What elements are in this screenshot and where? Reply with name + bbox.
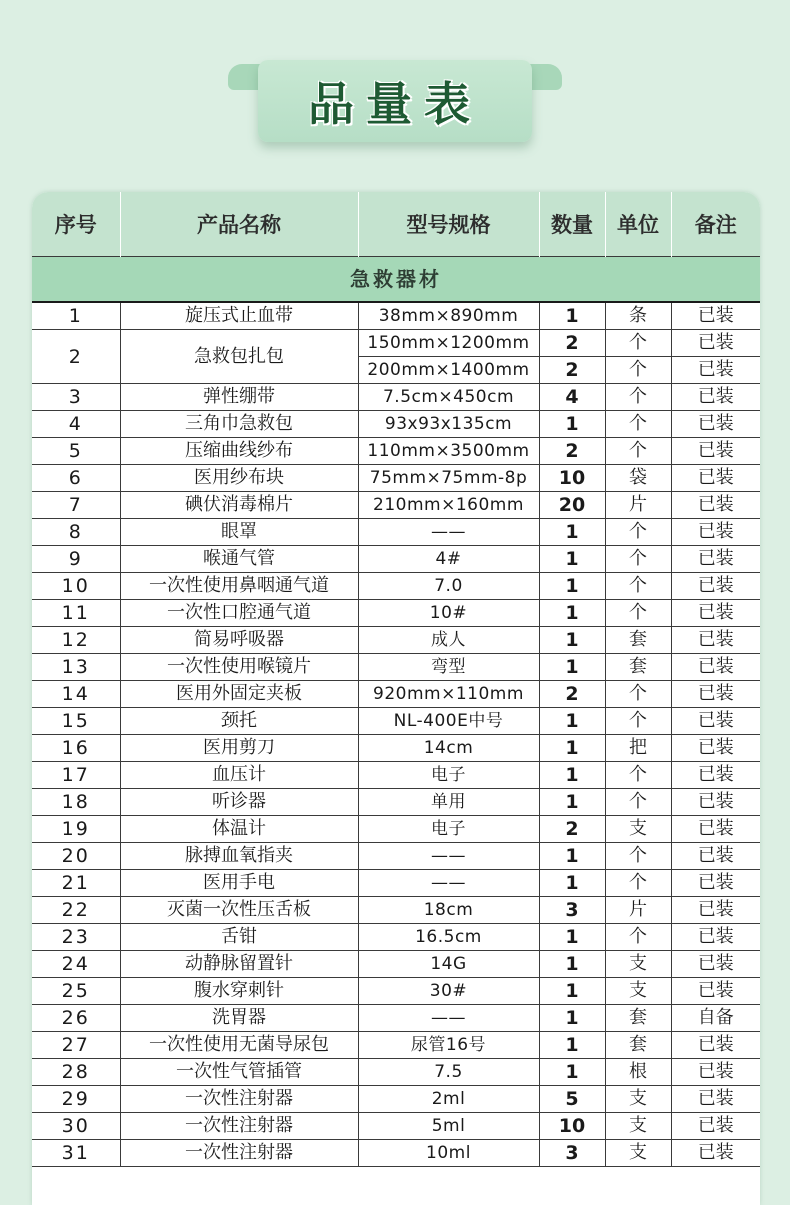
- table-row: [32, 978, 760, 1005]
- table-row: [32, 627, 760, 654]
- cell-quantity: 1: [539, 708, 605, 735]
- cell-product-name: 一次性注射器: [120, 1140, 358, 1167]
- cell-spec: 7.5: [358, 1059, 539, 1086]
- cell-note: 已装: [671, 384, 760, 411]
- cell-spec: ——: [358, 1005, 539, 1032]
- cell-product-name: 喉通气管: [120, 546, 358, 573]
- cell-index: 4: [32, 411, 120, 438]
- cell-product-name: 简易呼吸器: [120, 627, 358, 654]
- cell-index: 3: [32, 384, 120, 411]
- table-row: [32, 302, 760, 330]
- cell-spec: 7.0: [358, 573, 539, 600]
- cell-spec: 7.5cm×450cm: [358, 384, 539, 411]
- cell-note: 已装: [671, 465, 760, 492]
- cell-spec: 10#: [358, 600, 539, 627]
- cell-index: 19: [32, 816, 120, 843]
- cell-unit: 支: [605, 1140, 671, 1167]
- cell-spec: 成人: [358, 627, 539, 654]
- title-banner: [228, 60, 562, 150]
- cell-product-name: 医用外固定夹板: [120, 681, 358, 708]
- cell-unit: 根: [605, 1059, 671, 1086]
- cell-index: 21: [32, 870, 120, 897]
- cell-quantity: 1: [539, 951, 605, 978]
- cell-index: 28: [32, 1059, 120, 1086]
- cell-index: 26: [32, 1005, 120, 1032]
- cell-spec: 150mm×1200mm: [358, 330, 539, 357]
- cell-spec: 14G: [358, 951, 539, 978]
- product-table-card: [32, 192, 760, 1205]
- cell-spec: 93x93x135cm: [358, 411, 539, 438]
- cell-quantity: 5: [539, 1086, 605, 1113]
- cell-quantity: 2: [539, 438, 605, 465]
- header-unit: 单位: [605, 192, 671, 257]
- table-row: [32, 681, 760, 708]
- cell-quantity: 3: [539, 897, 605, 924]
- cell-index: 13: [32, 654, 120, 681]
- cell-unit: 套: [605, 627, 671, 654]
- cell-spec: 18cm: [358, 897, 539, 924]
- cell-index: 27: [32, 1032, 120, 1059]
- table-row: [32, 492, 760, 519]
- cell-unit: 个: [605, 762, 671, 789]
- cell-index: 2: [32, 330, 120, 384]
- table-row: [32, 546, 760, 573]
- table-row: [32, 411, 760, 438]
- cell-spec: 75mm×75mm-8p: [358, 465, 539, 492]
- table-row: [32, 519, 760, 546]
- banner-plate: [258, 60, 532, 142]
- cell-spec: 4#: [358, 546, 539, 573]
- cell-product-name: 动静脉留置针: [120, 951, 358, 978]
- cell-quantity: 4: [539, 384, 605, 411]
- cell-quantity: 1: [539, 302, 605, 330]
- cell-note: 已装: [671, 627, 760, 654]
- cell-product-name: 急救包扎包: [120, 330, 358, 384]
- cell-unit: 个: [605, 870, 671, 897]
- cell-quantity: 2: [539, 330, 605, 357]
- cell-quantity: 1: [539, 411, 605, 438]
- cell-quantity: 3: [539, 1140, 605, 1167]
- cell-product-name: 旋压式止血带: [120, 302, 358, 330]
- cell-index: 6: [32, 465, 120, 492]
- cell-unit: 片: [605, 897, 671, 924]
- cell-product-name: 眼罩: [120, 519, 358, 546]
- cell-quantity: 10: [539, 465, 605, 492]
- header-note: 备注: [671, 192, 760, 257]
- cell-product-name: 脉搏血氧指夹: [120, 843, 358, 870]
- cell-note: 已装: [671, 951, 760, 978]
- cell-spec: 110mm×3500mm: [358, 438, 539, 465]
- cell-spec: 200mm×1400mm: [358, 357, 539, 384]
- cell-spec: 30#: [358, 978, 539, 1005]
- cell-unit: 支: [605, 816, 671, 843]
- cell-spec: 尿管16号: [358, 1032, 539, 1059]
- cell-index: 14: [32, 681, 120, 708]
- section-row: [32, 257, 760, 303]
- cell-note: 已装: [671, 573, 760, 600]
- cell-product-name: 一次性使用喉镜片: [120, 654, 358, 681]
- cell-quantity: 1: [539, 1005, 605, 1032]
- cell-quantity: 2: [539, 357, 605, 384]
- table-row: [32, 1005, 760, 1032]
- product-table: [32, 192, 760, 1167]
- cell-index: 7: [32, 492, 120, 519]
- cell-note: 自备: [671, 1005, 760, 1032]
- cell-unit: 支: [605, 1086, 671, 1113]
- cell-note: 已装: [671, 789, 760, 816]
- cell-unit: 个: [605, 519, 671, 546]
- cell-index: 24: [32, 951, 120, 978]
- cell-note: 已装: [671, 1059, 760, 1086]
- table-row: [32, 843, 760, 870]
- header-index: 序号: [32, 192, 120, 257]
- cell-spec: 电子: [358, 816, 539, 843]
- cell-note: 已装: [671, 302, 760, 330]
- cell-product-name: 一次性口腔通气道: [120, 600, 358, 627]
- cell-index: 17: [32, 762, 120, 789]
- cell-product-name: 一次性注射器: [120, 1086, 358, 1113]
- cell-unit: 个: [605, 681, 671, 708]
- cell-unit: 支: [605, 951, 671, 978]
- header-quantity: 数量: [539, 192, 605, 257]
- cell-note: 已装: [671, 546, 760, 573]
- cell-product-name: 一次性气管插管: [120, 1059, 358, 1086]
- cell-index: 1: [32, 302, 120, 330]
- cell-index: 9: [32, 546, 120, 573]
- cell-note: 已装: [671, 654, 760, 681]
- cell-unit: 个: [605, 438, 671, 465]
- cell-spec: 920mm×110mm: [358, 681, 539, 708]
- cell-index: 20: [32, 843, 120, 870]
- cell-spec: 14cm: [358, 735, 539, 762]
- cell-spec: 16.5cm: [358, 924, 539, 951]
- cell-unit: 套: [605, 1005, 671, 1032]
- table-row: [32, 600, 760, 627]
- cell-note: 已装: [671, 681, 760, 708]
- cell-unit: 条: [605, 302, 671, 330]
- cell-quantity: 2: [539, 816, 605, 843]
- cell-unit: 个: [605, 546, 671, 573]
- cell-index: 11: [32, 600, 120, 627]
- cell-unit: 个: [605, 384, 671, 411]
- cell-note: 已装: [671, 1032, 760, 1059]
- cell-note: 已装: [671, 870, 760, 897]
- cell-unit: 个: [605, 924, 671, 951]
- cell-note: 已装: [671, 897, 760, 924]
- cell-product-name: 碘伏消毒棉片: [120, 492, 358, 519]
- cell-product-name: 舌钳: [120, 924, 358, 951]
- table-row: [32, 789, 760, 816]
- header-product-name: 产品名称: [120, 192, 358, 257]
- table-row: [32, 438, 760, 465]
- cell-quantity: 10: [539, 1113, 605, 1140]
- table-row: [32, 708, 760, 735]
- cell-product-name: 医用剪刀: [120, 735, 358, 762]
- cell-unit: 个: [605, 600, 671, 627]
- cell-quantity: 1: [539, 843, 605, 870]
- cell-unit: 个: [605, 357, 671, 384]
- cell-product-name: 弹性绷带: [120, 384, 358, 411]
- cell-note: 已装: [671, 1140, 760, 1167]
- cell-quantity: 1: [539, 1032, 605, 1059]
- cell-unit: 片: [605, 492, 671, 519]
- cell-spec: NL-400E中号: [358, 708, 539, 735]
- cell-index: 30: [32, 1113, 120, 1140]
- cell-unit: 支: [605, 978, 671, 1005]
- cell-quantity: 2: [539, 681, 605, 708]
- cell-quantity: 1: [539, 600, 605, 627]
- cell-note: 已装: [671, 330, 760, 357]
- cell-note: 已装: [671, 519, 760, 546]
- cell-index: 18: [32, 789, 120, 816]
- cell-quantity: 1: [539, 546, 605, 573]
- cell-quantity: 1: [539, 762, 605, 789]
- cell-quantity: 1: [539, 789, 605, 816]
- cell-spec: 210mm×160mm: [358, 492, 539, 519]
- cell-note: 已装: [671, 1086, 760, 1113]
- table-row: [32, 951, 760, 978]
- cell-quantity: 1: [539, 735, 605, 762]
- cell-product-name: 腹水穿刺针: [120, 978, 358, 1005]
- cell-unit: 套: [605, 654, 671, 681]
- cell-quantity: 1: [539, 1059, 605, 1086]
- cell-note: 已装: [671, 735, 760, 762]
- cell-note: 已装: [671, 357, 760, 384]
- cell-product-name: 一次性使用无菌导尿包: [120, 1032, 358, 1059]
- cell-index: 8: [32, 519, 120, 546]
- table-row: [32, 1032, 760, 1059]
- cell-index: 15: [32, 708, 120, 735]
- table-row: [32, 897, 760, 924]
- cell-spec: 电子: [358, 762, 539, 789]
- cell-unit: 个: [605, 843, 671, 870]
- cell-product-name: 体温计: [120, 816, 358, 843]
- cell-spec: 38mm×890mm: [358, 302, 539, 330]
- cell-spec: 10ml: [358, 1140, 539, 1167]
- table-row: [32, 1086, 760, 1113]
- cell-product-name: 灭菌一次性压舌板: [120, 897, 358, 924]
- cell-note: 已装: [671, 708, 760, 735]
- cell-spec: 5ml: [358, 1113, 539, 1140]
- cell-spec: 单用: [358, 789, 539, 816]
- cell-quantity: 1: [539, 978, 605, 1005]
- cell-quantity: 1: [539, 627, 605, 654]
- cell-spec: ——: [358, 870, 539, 897]
- cell-index: 29: [32, 1086, 120, 1113]
- header-spec: 型号规格: [358, 192, 539, 257]
- cell-note: 已装: [671, 762, 760, 789]
- cell-note: 已装: [671, 978, 760, 1005]
- table-body: [32, 257, 760, 1167]
- cell-unit: 个: [605, 789, 671, 816]
- cell-index: 5: [32, 438, 120, 465]
- cell-note: 已装: [671, 1113, 760, 1140]
- table-row: [32, 1113, 760, 1140]
- cell-unit: 把: [605, 735, 671, 762]
- cell-unit: 个: [605, 708, 671, 735]
- cell-quantity: 1: [539, 654, 605, 681]
- cell-index: 25: [32, 978, 120, 1005]
- table-row: [32, 870, 760, 897]
- cell-index: 31: [32, 1140, 120, 1167]
- cell-note: 已装: [671, 438, 760, 465]
- cell-product-name: 医用手电: [120, 870, 358, 897]
- cell-note: 已装: [671, 492, 760, 519]
- table-row: [32, 330, 760, 357]
- table-row: [32, 465, 760, 492]
- cell-spec: ——: [358, 519, 539, 546]
- cell-spec: 弯型: [358, 654, 539, 681]
- cell-note: 已装: [671, 924, 760, 951]
- cell-unit: 支: [605, 1113, 671, 1140]
- cell-unit: 袋: [605, 465, 671, 492]
- cell-product-name: 洗胃器: [120, 1005, 358, 1032]
- cell-spec: 2ml: [358, 1086, 539, 1113]
- section-title: 急救器材: [32, 257, 760, 303]
- table-row: [32, 654, 760, 681]
- cell-index: 23: [32, 924, 120, 951]
- cell-unit: 套: [605, 1032, 671, 1059]
- cell-unit: 个: [605, 330, 671, 357]
- cell-note: 已装: [671, 411, 760, 438]
- cell-index: 12: [32, 627, 120, 654]
- cell-product-name: 压缩曲线纱布: [120, 438, 358, 465]
- cell-product-name: 颈托: [120, 708, 358, 735]
- cell-product-name: 三角巾急救包: [120, 411, 358, 438]
- table-row: [32, 1140, 760, 1167]
- cell-unit: 个: [605, 573, 671, 600]
- cell-product-name: 医用纱布块: [120, 465, 358, 492]
- table-row: [32, 816, 760, 843]
- cell-note: 已装: [671, 816, 760, 843]
- cell-quantity: 20: [539, 492, 605, 519]
- cell-quantity: 1: [539, 924, 605, 951]
- page-title: 品量表: [308, 77, 482, 131]
- cell-product-name: 一次性使用鼻咽通气道: [120, 573, 358, 600]
- table-row: [32, 762, 760, 789]
- cell-note: 已装: [671, 843, 760, 870]
- cell-index: 22: [32, 897, 120, 924]
- table-row: [32, 573, 760, 600]
- cell-product-name: 一次性注射器: [120, 1113, 358, 1140]
- cell-quantity: 1: [539, 519, 605, 546]
- cell-product-name: 血压计: [120, 762, 358, 789]
- cell-index: 10: [32, 573, 120, 600]
- table-row: [32, 1059, 760, 1086]
- cell-product-name: 听诊器: [120, 789, 358, 816]
- cell-spec: ——: [358, 843, 539, 870]
- cell-quantity: 1: [539, 573, 605, 600]
- table-row: [32, 924, 760, 951]
- table-header-row: [32, 192, 760, 257]
- table-row: [32, 384, 760, 411]
- cell-note: 已装: [671, 600, 760, 627]
- table-row: [32, 735, 760, 762]
- cell-unit: 个: [605, 411, 671, 438]
- cell-quantity: 1: [539, 870, 605, 897]
- cell-index: 16: [32, 735, 120, 762]
